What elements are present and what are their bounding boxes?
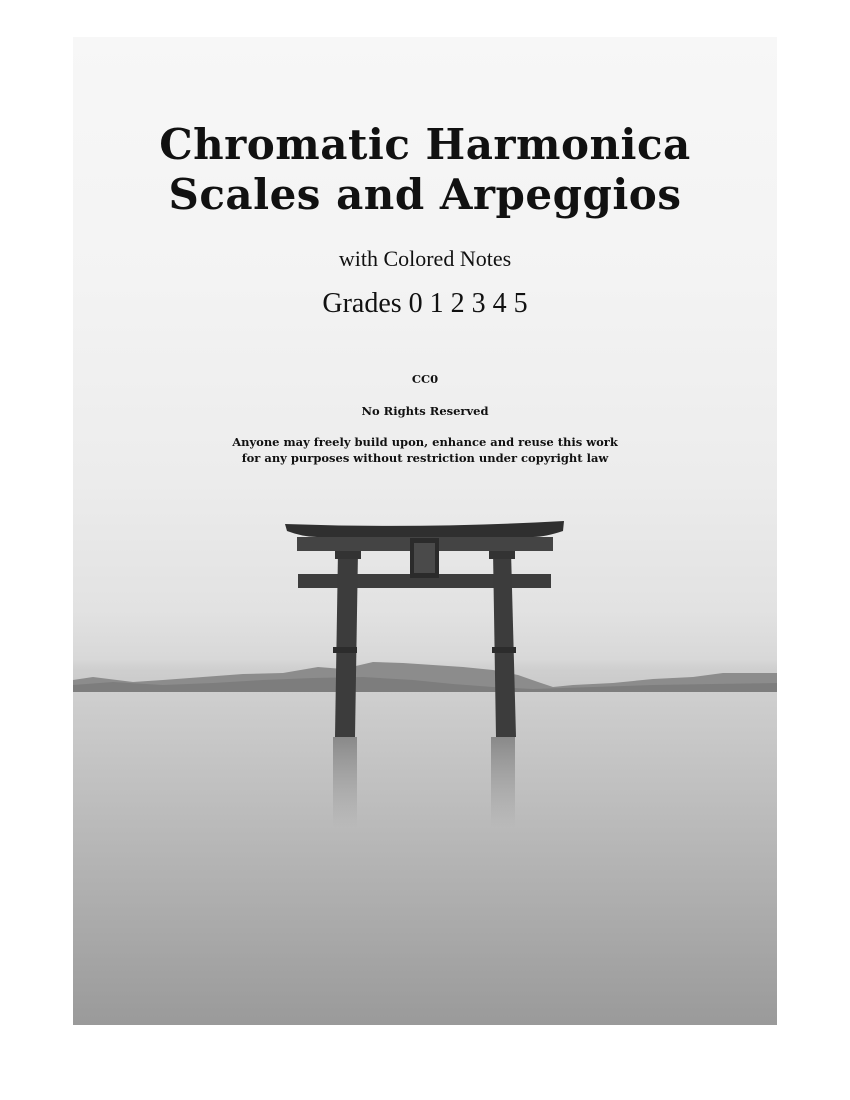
page-title [0, 120, 850, 220]
license-line-1: Anyone may freely build upon, enhance and reuse this work [232, 435, 618, 449]
pillar-reflection-left [333, 737, 357, 827]
title-line-2: Scales and Arpeggios [168, 170, 682, 219]
grades-label: Grades 0 1 2 3 4 5 [322, 288, 528, 319]
lake-water [73, 692, 777, 1025]
license-code: CC0 [411, 372, 439, 386]
license-line-2: for any purposes without restriction under copyright law [241, 451, 609, 465]
subtitle: with Colored Notes [338, 246, 512, 271]
pillar-reflection-right [491, 737, 515, 827]
title-line-1: Chromatic Harmonica [159, 120, 691, 169]
license-heading: No Rights Reserved [361, 404, 489, 418]
